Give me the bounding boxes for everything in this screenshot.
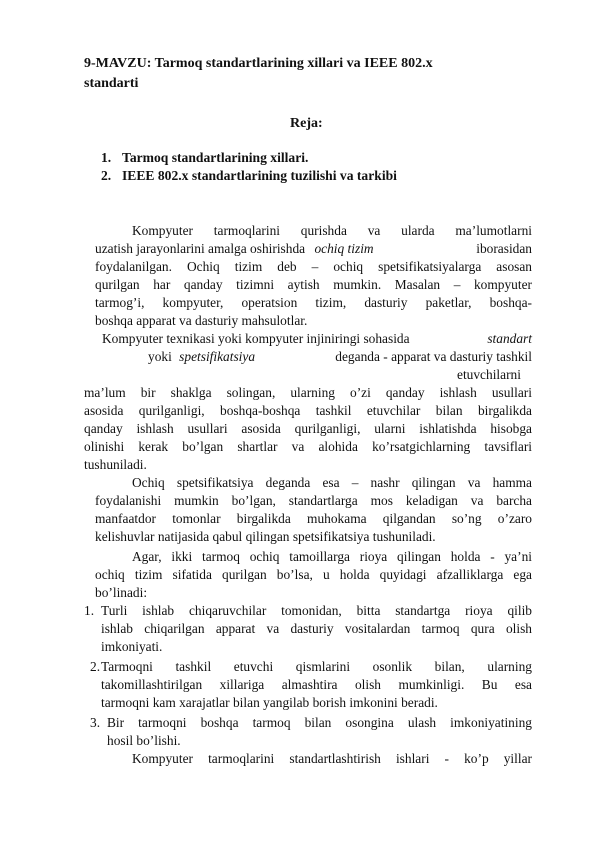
p1-line5: tarmog’i, kompyuter, operatsion tizim, dasturiy paketlar, boshqa- (95, 295, 532, 310)
plan-heading: Reja: (290, 116, 323, 131)
p1-line4: qurilgan har qanday tizimni aytish mumkin. Masalan – kompyuter (95, 277, 532, 292)
p3-line4: kelishuvlar natijasida qabul qilingan spetsifikatsiya tushuniladi. (95, 529, 436, 544)
list-item-3-line2: hosil bo’lishi. (107, 733, 181, 748)
plan-item-2: IEEE 802.x standartlarining tuzilishi va tarkibi (122, 168, 397, 183)
p1-line1: Kompyuter tarmoqlarini qurishda va ularda ma’lumotlarni (132, 223, 532, 238)
p2-text-end: deganda - apparat va dasturiy tashkil (335, 349, 532, 364)
list-item-3-line1: Bir tarmoqni boshqa tarmoq bilan osongina ulash imkoniyatining (107, 715, 532, 730)
p4-line2: ochiq tizim sifatida qurilgan bo’lsa, u holda quyidagi afzalliklarga ega (95, 567, 532, 582)
p1-line2 (95, 240, 532, 257)
list-item-2-line1: Tarmoqni tashkil etuvchi qismlarini osonlik bilan, ularning (101, 659, 532, 674)
p3-line3: manfaatdor tomonlar birgalikda muhokama qilgandan so’ng o’zaro (95, 511, 532, 526)
list-item-1-line1: Turli ishlab chiqaruvchilar tomonidan, bitta standartga rioya qilib (101, 603, 532, 618)
p5-line1: Kompyuter tarmoqlarini standartlashtirish ishlari - ko’p yillar (132, 751, 532, 766)
p2-line1 (102, 330, 532, 347)
p2-text: Kompyuter texnikasi yoki kompyuter injiniringi sohasida (102, 331, 410, 346)
plan-item-num-1: 1. (101, 150, 112, 165)
p4-line3: bo’linadi: (95, 585, 148, 600)
p2-italic-standart: standart (487, 331, 532, 346)
page-title-line1: 9-MAVZU: Tarmoq standartlarining xillari va IEEE 802.x (84, 56, 433, 71)
p2-line4: ma’lum bir shaklga solingan, ularning o’zi qanday ishlash usullari (84, 385, 532, 400)
p4-line1: Agar, ikki tarmoq ochiq tamoillarga rioya qilingan holda - ya’ni (132, 549, 532, 564)
p2-italic-spetsifikatsiya: spetsifikatsiya (179, 349, 256, 364)
p3-line2: foydalanishi mumkin bo’lgan, standartlarga mos keladigan va barcha (95, 493, 532, 508)
p2-line3: etuvchilarni (457, 367, 521, 382)
p2-line6: qanday ishlash usullari asosida qurilganligi, ularni ishlatishda hisobga (84, 421, 532, 436)
p1-text: uzatish jarayonlarini amalga oshirishda (95, 241, 306, 256)
list-num-3: 3. (90, 715, 101, 730)
p2-yoki: yoki (148, 349, 172, 364)
p1-italic-ochiq-tizim: ochiq tizim (314, 241, 374, 256)
p2-line7: olinishi kerak bo’lgan shartlar va alohida ko’rsatgichlarning tavsiflari (84, 439, 532, 454)
p2-line8: tushuniladi. (84, 457, 147, 472)
p1-text-end: iborasidan (476, 241, 532, 256)
page-title-line2: standarti (84, 76, 139, 91)
plan-item-num-2: 2. (101, 168, 112, 183)
p1-line3: foydalanilgan. Ochiq tizim deb – ochiq spetsifikatsiyalarga asosan (95, 259, 532, 274)
list-item-2-line3: tarmoqni kam xarajatlar bilan yangilab borish imkonini beradi. (101, 695, 438, 710)
plan-item-1: Tarmoq standartlarining xillari. (122, 150, 309, 165)
list-item-1-line3: imkoniyati. (101, 639, 163, 654)
list-item-2-line2: takomillashtirilgan xillariga almashtira olish mumkinligi. Bu esa (101, 677, 532, 692)
p2-line5: asosida qurilganligi, boshqa-boshqa tashkil etuvchilar bilan birgalikda (84, 403, 532, 418)
p1-line6: boshqa apparat va dasturiy mahsulotlar. (95, 313, 308, 328)
list-item-1-line2: ishlab chiqarilgan apparat va dasturiy vositalardan tarmoq qura olish (101, 621, 532, 636)
list-num-2: 2. (90, 659, 101, 674)
p3-line1: Ochiq spetsifikatsiya deganda esa – nashr qilingan va hamma (132, 475, 532, 490)
p2-line2 (148, 348, 532, 365)
list-num-1: 1. (84, 603, 95, 618)
